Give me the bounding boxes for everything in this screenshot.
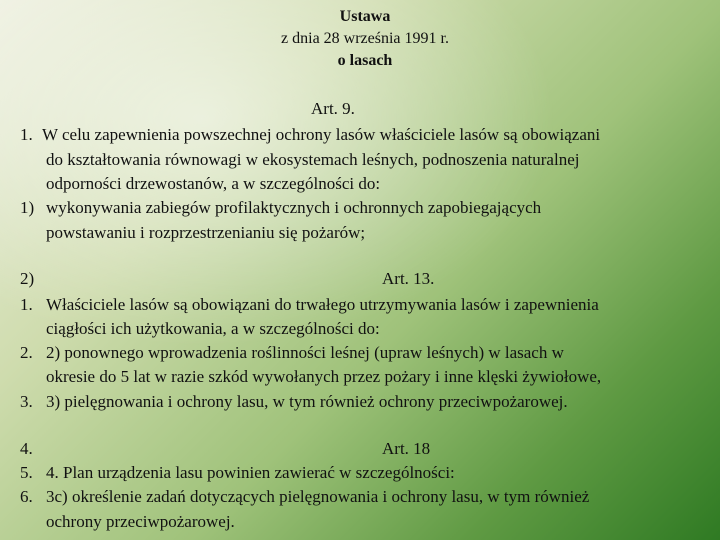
title-line-3: o lasach — [337, 52, 393, 69]
list-text: 4. Plan urządzenia lasu powinien zawierać w szczególności: — [46, 463, 455, 482]
art13-heading: Art. 13. — [382, 269, 435, 288]
list-text: odporności drzewostanów, a w szczególności do: — [46, 174, 381, 193]
list-number: 3. — [20, 392, 33, 411]
list-number: 2. — [20, 343, 33, 362]
list-text: W celu zapewnienia powszechnej ochrony lasów właściciele lasów są obowiązani — [42, 125, 601, 144]
list-number: 6. — [20, 487, 33, 506]
list-text: do kształtowania równowagi w ekosystemach leśnych, podnoszenia naturalnej — [46, 150, 580, 169]
list-text: Właściciele lasów są obowiązani do trwałego utrzymywania lasów i zapewnienia — [46, 295, 599, 314]
title-line-1: Ustawa — [339, 8, 391, 25]
list-text: ochrony przeciwpożarowej. — [46, 512, 235, 531]
title-line-2: z dnia 28 września 1991 r. — [281, 30, 449, 47]
list-number: 2) — [20, 269, 35, 288]
document-title — [0, 6, 720, 72]
list-text: 3) pielęgnowania i ochrony lasu, w tym również ochrony przeciwpożarowej. — [46, 392, 568, 411]
list-number: 1. — [20, 295, 33, 314]
list-text: okresie do 5 lat w razie szkód wywołanych przez pożary i inne klęski żywiołowe, — [46, 367, 602, 386]
list-number: 4. — [20, 439, 33, 458]
list-text: powstawaniu i rozprzestrzenianiu się pożarów; — [46, 223, 366, 242]
list-text: 3c) określenie zadań dotyczących pielęgnowania i ochrony lasu, w tym również — [46, 487, 590, 506]
list-number: 5. — [20, 463, 33, 482]
list-number: 1) — [20, 198, 35, 217]
list-text: wykonywania zabiegów profilaktycznych i ochronnych zapobiegających — [46, 198, 542, 217]
list-number: 1. — [20, 125, 33, 144]
art9-heading: Art. 9. — [311, 99, 355, 118]
list-text: ciągłości ich użytkowania, a w szczególności do: — [46, 319, 380, 338]
art18-heading: Art. 18 — [382, 439, 431, 458]
list-text: 2) ponownego wprowadzenia roślinności leśnej (upraw leśnych) w lasach w — [46, 343, 564, 362]
